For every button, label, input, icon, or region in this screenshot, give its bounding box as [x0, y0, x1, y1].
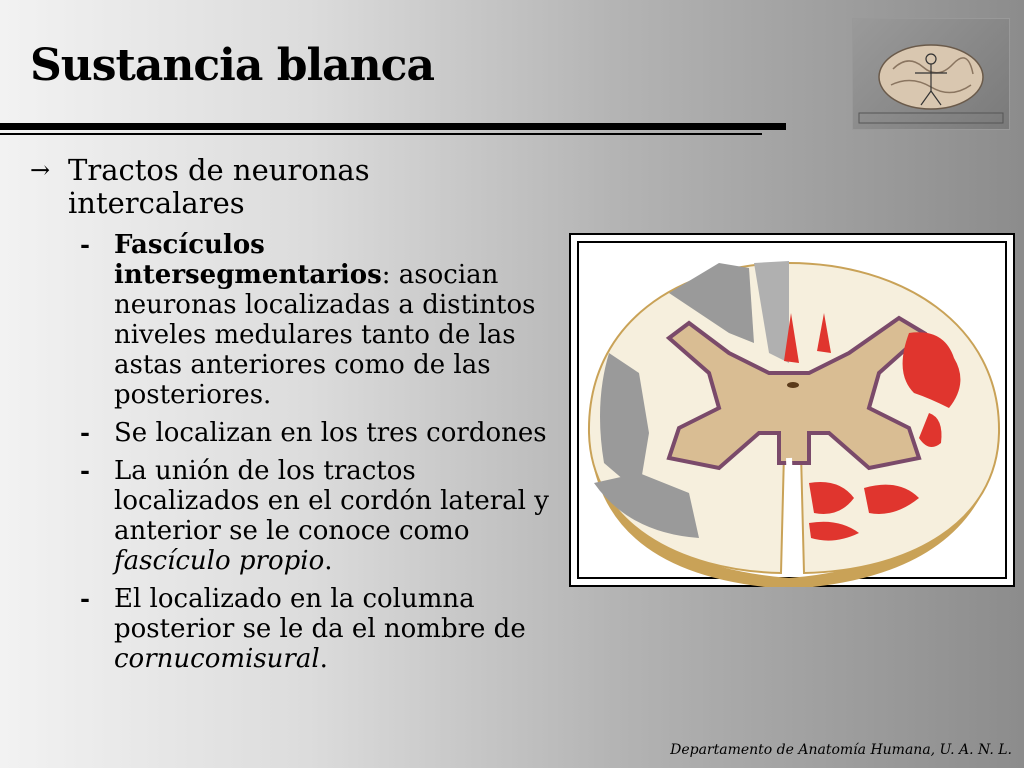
sub-bullet-list: [30, 230, 550, 674]
sub-bullet-3-pre: La unión de los tractos localizados en el cordón lateral y anterior se le conoce como: [114, 456, 549, 546]
slide-content: [30, 154, 550, 682]
brain-logo-icon: [852, 18, 1010, 130]
sub-bullet-2-text: Se localizan en los tres cordones: [114, 418, 547, 448]
sub-bullet-3-post: .: [324, 546, 333, 576]
dash-bullet-icon: -: [80, 230, 90, 259]
sub-bullet-1-bold: Fascículos intersegmentarios: [114, 230, 382, 290]
arrow-bullet-icon: →: [30, 156, 51, 184]
sub-bullet-1: [30, 230, 550, 410]
sub-bullet-4: [30, 584, 550, 674]
sub-bullet-4-italic: cornucomisural: [114, 644, 320, 674]
bullet-main-text: Tractos de neuronas intercalares: [68, 153, 370, 220]
bullet-main: [30, 154, 550, 220]
sub-bullet-4-post: .: [319, 644, 328, 674]
dash-bullet-icon: -: [80, 418, 90, 447]
title-rule-thin: [0, 133, 762, 135]
dash-bullet-icon: -: [80, 456, 90, 485]
sub-bullet-1-rest: : asocian neuronas localizadas a distintos niveles medulares tanto de las astas anteriores como de las posteriores.: [114, 260, 536, 410]
slide-title: Sustancia blanca: [30, 40, 434, 91]
dash-bullet-icon: -: [80, 584, 90, 613]
sub-bullet-4-pre: El localizado en la columna posterior se le da el nombre de: [114, 584, 526, 644]
sub-bullet-3: [30, 456, 550, 576]
sub-bullet-2: [30, 418, 550, 448]
footer-credit: Departamento de Anatomía Humana, U. A. N. L.: [670, 742, 1012, 758]
illustration-frame: [569, 233, 1015, 587]
sub-bullet-3-italic: fascículo propio: [114, 546, 325, 576]
title-rule-thick: [0, 123, 786, 130]
